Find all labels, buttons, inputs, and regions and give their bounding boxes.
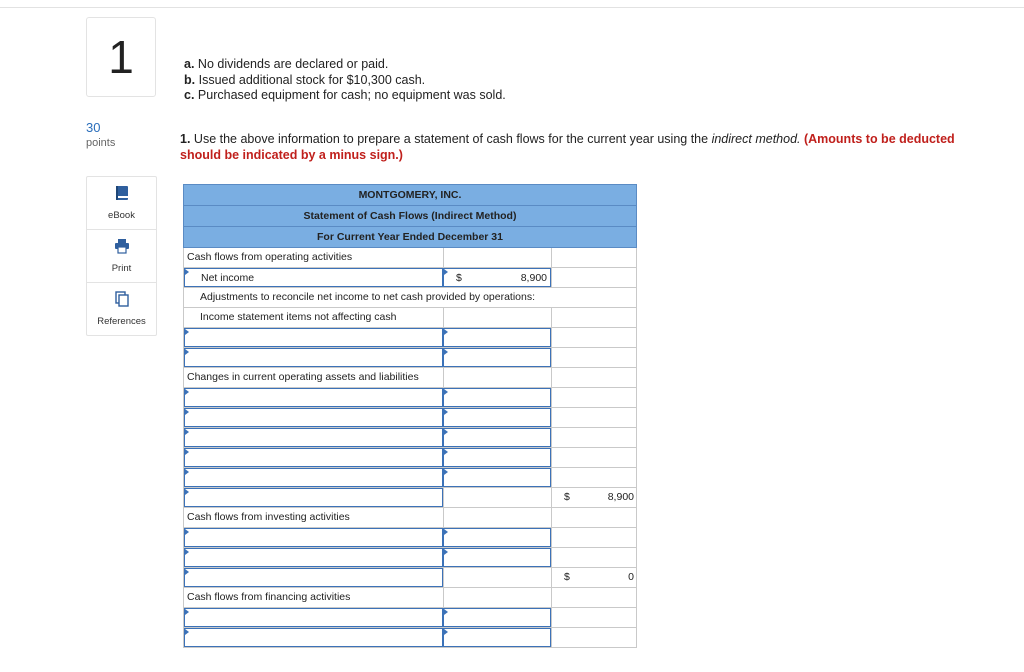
change-amount-input[interactable] [443, 468, 551, 487]
change-amount-input[interactable] [443, 388, 551, 407]
table-row [183, 368, 637, 388]
instruction-text: 1. Use the above information to prepare a statement of cash flows for the current year using the indirect method. (Amounts to be deducted should be indicated by a minus sign.) [180, 132, 955, 162]
table-row [183, 268, 637, 288]
adjustment-item-input[interactable] [184, 328, 443, 347]
references-button[interactable] [87, 283, 156, 335]
change-item-input[interactable] [184, 448, 443, 467]
print-button[interactable] [87, 230, 156, 283]
financing-label: Cash flows from financing activities [187, 591, 351, 603]
change-item-input[interactable] [184, 388, 443, 407]
statement-period: For Current Year Ended December 31 [184, 227, 636, 248]
adjustment-amount-input[interactable] [443, 348, 551, 367]
investing-label: Cash flows from investing activities [187, 511, 350, 523]
question-number [86, 17, 156, 97]
table-row [183, 608, 637, 628]
financing-item-input[interactable] [184, 608, 443, 627]
table-row [183, 528, 637, 548]
operating-label: Cash flows from operating activities [187, 251, 353, 263]
ebook-button[interactable] [87, 177, 156, 230]
investing-amount-input[interactable] [443, 528, 551, 547]
print-icon [114, 238, 130, 259]
cash-flow-statement [183, 184, 637, 648]
table-row [183, 548, 637, 568]
table-row [183, 468, 637, 488]
table-row [183, 508, 637, 528]
table-row [183, 568, 637, 588]
change-amount-input[interactable] [443, 408, 551, 427]
facts-list [184, 57, 506, 104]
adjustment-item-input[interactable] [184, 348, 443, 367]
financing-amount-input[interactable] [443, 608, 551, 627]
table-row [183, 308, 637, 328]
net-income-label-input[interactable]: Net income [184, 268, 443, 287]
table-row [183, 428, 637, 448]
table-row [183, 348, 637, 368]
fact-b: b. Issued additional stock for $10,300 cash. [184, 72, 426, 87]
statement-header [183, 184, 637, 248]
investing-total: $ 0 [551, 568, 637, 587]
adjustments-label: Adjustments to reconcile net income to net cash provided by operations: [200, 291, 536, 303]
change-amount-input[interactable] [443, 448, 551, 467]
investing-total-label-input[interactable] [184, 568, 443, 587]
top-divider [0, 7, 1024, 8]
fact-a: a. No dividends are declared or paid. [184, 57, 389, 71]
table-row [183, 588, 637, 608]
table-row [183, 288, 637, 308]
points-label: points [86, 137, 116, 149]
changes-label: Changes in current operating assets and liabilities [187, 371, 419, 383]
points-info [86, 121, 115, 151]
change-item-input[interactable] [184, 408, 443, 427]
table-row [183, 388, 637, 408]
table-row [183, 408, 637, 428]
change-item-input[interactable] [184, 428, 443, 447]
statement-title: Statement of Cash Flows (Indirect Method) [184, 206, 636, 227]
change-item-input[interactable] [184, 468, 443, 487]
question-number-text: 1 [108, 31, 134, 83]
tools-panel [86, 176, 157, 336]
ebook-label: eBook [108, 210, 135, 221]
investing-amount-input[interactable] [443, 548, 551, 567]
net-income-input[interactable]: $ 8,900 [443, 268, 551, 287]
company-name: MONTGOMERY, INC. [184, 185, 636, 206]
fact-c: c. Purchased equipment for cash; no equipment was sold. [184, 88, 506, 102]
instruction-warning: (Amounts to be deducted should be indicated by a minus sign.) [180, 132, 955, 162]
operating-total-label-input[interactable] [184, 488, 443, 507]
points-value: 30 [86, 120, 101, 135]
investing-item-input[interactable] [184, 528, 443, 547]
table-row [183, 248, 637, 268]
table-row [183, 488, 637, 508]
references-icon [114, 291, 130, 312]
change-amount-input[interactable] [443, 428, 551, 447]
table-row [183, 448, 637, 468]
table-row [183, 328, 637, 348]
table-row [183, 628, 637, 648]
references-label: References [97, 316, 146, 327]
print-label: Print [111, 263, 132, 274]
financing-item-input[interactable] [184, 628, 443, 647]
operating-total: $ 8,900 [551, 488, 637, 507]
investing-item-input[interactable] [184, 548, 443, 567]
ebook-icon [114, 185, 130, 206]
financing-amount-input[interactable] [443, 628, 551, 647]
adjustment-amount-input[interactable] [443, 328, 551, 347]
income-items-label: Income statement items not affecting cash [200, 311, 397, 323]
